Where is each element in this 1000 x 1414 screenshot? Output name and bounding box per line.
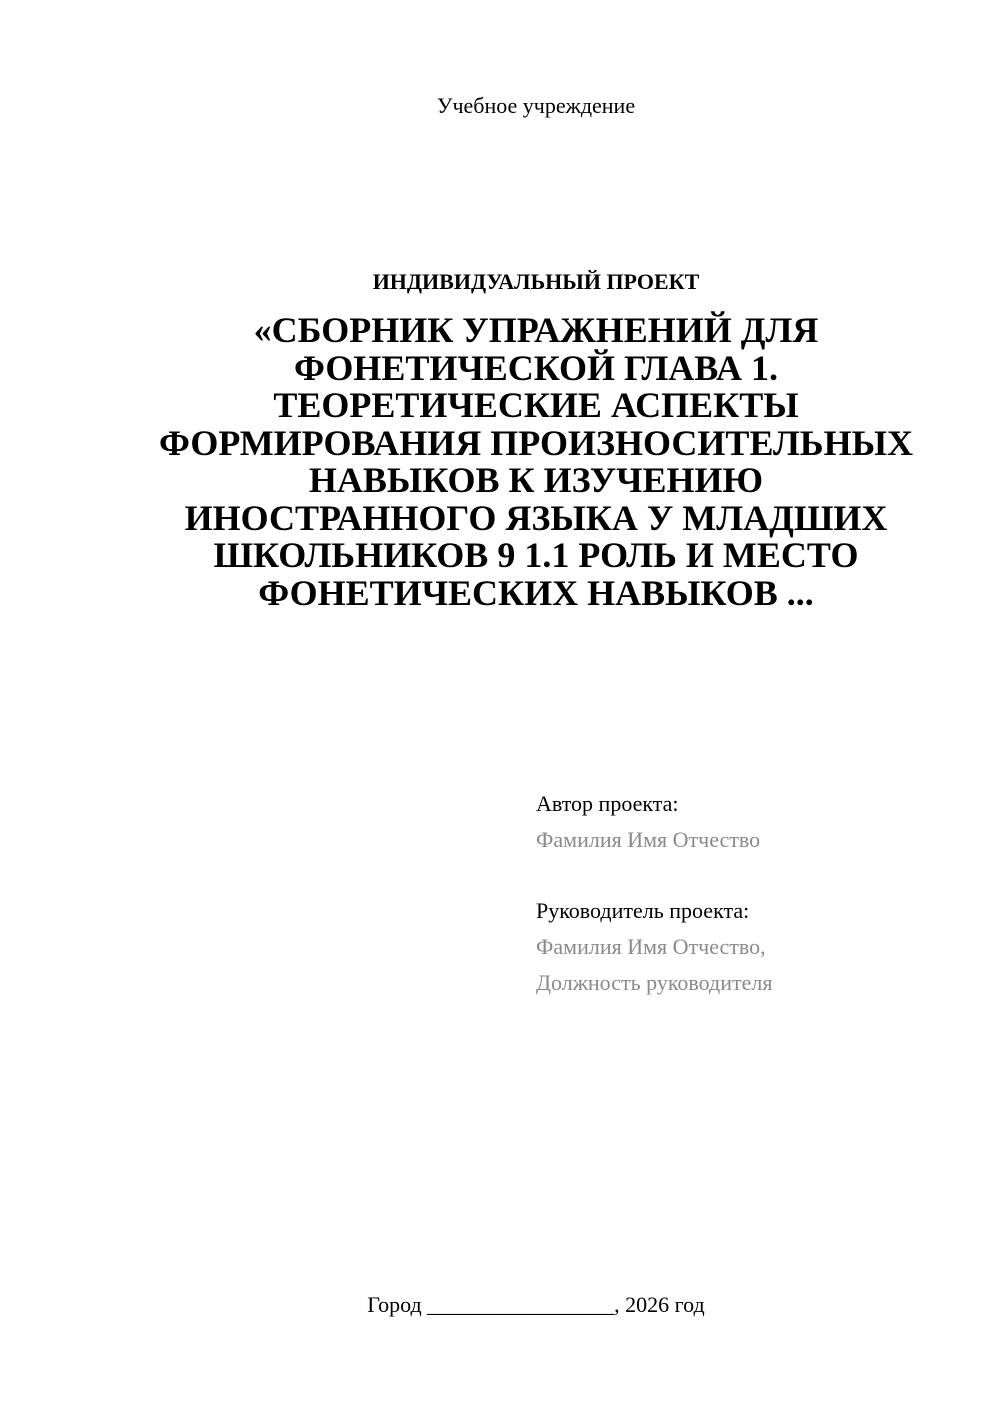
project-title: «СБОРНИК УПРАЖНЕНИЙ ДЛЯ ФОНЕТИЧЕСКОЙ ГЛАВА 1. ТЕОРЕТИЧЕСКИЕ АСПЕКТЫ ФОРМИРОВАНИЯ ПРОИЗНОСИТЕЛЬНЫХ НАВЫКОВ К ИЗУЧЕНИЮ ИНОСТРАННОГО ЯЗЫКА У МЛАДШИХ ШКОЛЬНИКОВ 9 1.1 РОЛЬ И МЕСТО ФОНЕТИЧЕСКИХ НАВЫКОВ ... [159,310,913,613]
supervisor-label: Руководитель проекта: [536,898,750,923]
city-year-line: Город _________________, 2026 год [367,1292,705,1317]
supervisor-position: Должность руководителя [536,970,773,995]
author-name: Фамилия Имя Отчество [536,827,761,852]
author-block [536,786,760,858]
institution-name: Учебное учреждение [436,93,636,118]
document-type: ИНДИВИДУАЛЬНЫЙ ПРОЕКТ [372,269,700,294]
author-label: Автор проекта: [536,791,679,816]
supervisor-block [536,893,772,1001]
supervisor-name: Фамилия Имя Отчество, [536,934,766,959]
